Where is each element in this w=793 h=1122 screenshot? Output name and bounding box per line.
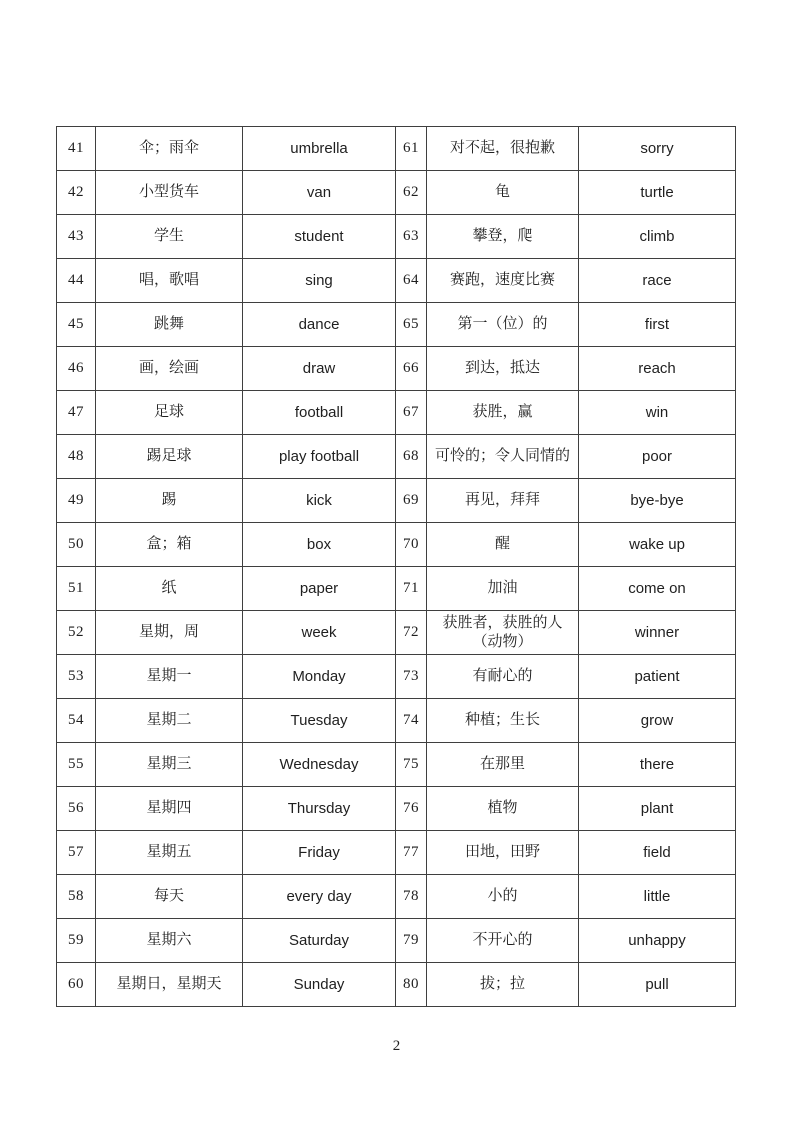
index-cell-left: 51	[57, 567, 96, 611]
english-cell-right: wake up	[579, 523, 736, 567]
index-cell-left: 49	[57, 479, 96, 523]
chinese-cell-right: 获胜者，获胜的人（动物）	[427, 611, 579, 655]
english-cell-left: van	[243, 171, 396, 215]
table-row	[57, 391, 736, 435]
index-cell-right: 64	[396, 259, 427, 303]
chinese-cell-right: 获胜，赢	[427, 391, 579, 435]
index-cell-right: 77	[396, 831, 427, 875]
chinese-cell-left: 踢足球	[96, 435, 243, 479]
english-cell-right: poor	[579, 435, 736, 479]
index-cell-right: 74	[396, 699, 427, 743]
chinese-cell-right: 第一（位）的	[427, 303, 579, 347]
chinese-cell-left: 星期一	[96, 655, 243, 699]
english-cell-left: Thursday	[243, 787, 396, 831]
english-cell-right: little	[579, 875, 736, 919]
chinese-cell-right: 龟	[427, 171, 579, 215]
index-cell-left: 45	[57, 303, 96, 347]
chinese-cell-right: 加油	[427, 567, 579, 611]
index-cell-left: 59	[57, 919, 96, 963]
english-cell-left: Tuesday	[243, 699, 396, 743]
table-row	[57, 611, 736, 655]
english-cell-right: unhappy	[579, 919, 736, 963]
chinese-cell-left: 足球	[96, 391, 243, 435]
chinese-cell-right: 有耐心的	[427, 655, 579, 699]
table-row	[57, 435, 736, 479]
english-cell-right: patient	[579, 655, 736, 699]
english-cell-right: first	[579, 303, 736, 347]
english-cell-left: box	[243, 523, 396, 567]
table-row	[57, 655, 736, 699]
page-number: 2	[392, 1038, 401, 1054]
chinese-cell-left: 星期，周	[96, 611, 243, 655]
english-cell-left: umbrella	[243, 127, 396, 171]
vocabulary-table	[56, 126, 736, 1007]
index-cell-left: 46	[57, 347, 96, 391]
table-row	[57, 171, 736, 215]
english-cell-left: student	[243, 215, 396, 259]
english-cell-left: Sunday	[243, 963, 396, 1007]
table-row	[57, 347, 736, 391]
english-cell-right: there	[579, 743, 736, 787]
chinese-cell-right: 拔；拉	[427, 963, 579, 1007]
index-cell-left: 41	[57, 127, 96, 171]
index-cell-right: 67	[396, 391, 427, 435]
table-row	[57, 787, 736, 831]
index-cell-left: 44	[57, 259, 96, 303]
chinese-cell-left: 伞；雨伞	[96, 127, 243, 171]
index-cell-left: 55	[57, 743, 96, 787]
index-cell-right: 78	[396, 875, 427, 919]
english-cell-right: win	[579, 391, 736, 435]
english-cell-left: Wednesday	[243, 743, 396, 787]
index-cell-left: 43	[57, 215, 96, 259]
table-row	[57, 479, 736, 523]
table-row	[57, 567, 736, 611]
chinese-cell-right: 在那里	[427, 743, 579, 787]
english-cell-right: reach	[579, 347, 736, 391]
index-cell-left: 58	[57, 875, 96, 919]
table-row	[57, 875, 736, 919]
index-cell-right: 71	[396, 567, 427, 611]
chinese-cell-left: 盒；箱	[96, 523, 243, 567]
english-cell-left: football	[243, 391, 396, 435]
english-cell-right: sorry	[579, 127, 736, 171]
english-cell-right: winner	[579, 611, 736, 655]
chinese-cell-left: 学生	[96, 215, 243, 259]
index-cell-left: 56	[57, 787, 96, 831]
index-cell-left: 47	[57, 391, 96, 435]
index-cell-left: 42	[57, 171, 96, 215]
english-cell-right: pull	[579, 963, 736, 1007]
english-cell-left: Saturday	[243, 919, 396, 963]
table-row	[57, 919, 736, 963]
table-row	[57, 127, 736, 171]
english-cell-right: race	[579, 259, 736, 303]
index-cell-left: 57	[57, 831, 96, 875]
english-cell-right: field	[579, 831, 736, 875]
index-cell-right: 68	[396, 435, 427, 479]
chinese-cell-right: 植物	[427, 787, 579, 831]
chinese-cell-right: 不开心的	[427, 919, 579, 963]
chinese-cell-left: 纸	[96, 567, 243, 611]
english-cell-left: sing	[243, 259, 396, 303]
index-cell-right: 62	[396, 171, 427, 215]
table-row	[57, 303, 736, 347]
chinese-cell-right: 可怜的；令人同情的	[427, 435, 579, 479]
english-cell-left: week	[243, 611, 396, 655]
table-row	[57, 963, 736, 1007]
chinese-cell-right: 田地，田野	[427, 831, 579, 875]
index-cell-left: 60	[57, 963, 96, 1007]
chinese-cell-right: 攀登，爬	[427, 215, 579, 259]
table-row	[57, 215, 736, 259]
chinese-cell-right: 到达，抵达	[427, 347, 579, 391]
english-cell-left: dance	[243, 303, 396, 347]
table-row	[57, 523, 736, 567]
chinese-cell-left: 画，绘画	[96, 347, 243, 391]
chinese-cell-left: 星期六	[96, 919, 243, 963]
chinese-cell-left: 星期日，星期天	[96, 963, 243, 1007]
index-cell-right: 70	[396, 523, 427, 567]
english-cell-right: grow	[579, 699, 736, 743]
chinese-cell-left: 跳舞	[96, 303, 243, 347]
table-row	[57, 743, 736, 787]
chinese-cell-left: 每天	[96, 875, 243, 919]
chinese-cell-left: 唱，歌唱	[96, 259, 243, 303]
english-cell-left: draw	[243, 347, 396, 391]
index-cell-right: 80	[396, 963, 427, 1007]
english-cell-left: Friday	[243, 831, 396, 875]
english-cell-right: come on	[579, 567, 736, 611]
index-cell-right: 61	[396, 127, 427, 171]
index-cell-left: 52	[57, 611, 96, 655]
english-cell-right: climb	[579, 215, 736, 259]
english-cell-left: paper	[243, 567, 396, 611]
chinese-cell-left: 小型货车	[96, 171, 243, 215]
chinese-cell-left: 星期四	[96, 787, 243, 831]
index-cell-right: 75	[396, 743, 427, 787]
table-row	[57, 699, 736, 743]
index-cell-left: 54	[57, 699, 96, 743]
index-cell-right: 69	[396, 479, 427, 523]
chinese-cell-left: 星期三	[96, 743, 243, 787]
chinese-cell-right: 再见，拜拜	[427, 479, 579, 523]
index-cell-right: 73	[396, 655, 427, 699]
english-cell-left: every day	[243, 875, 396, 919]
index-cell-left: 50	[57, 523, 96, 567]
index-cell-right: 79	[396, 919, 427, 963]
index-cell-left: 48	[57, 435, 96, 479]
english-cell-right: bye-bye	[579, 479, 736, 523]
english-cell-right: plant	[579, 787, 736, 831]
index-cell-right: 76	[396, 787, 427, 831]
index-cell-right: 66	[396, 347, 427, 391]
index-cell-left: 53	[57, 655, 96, 699]
english-cell-right: turtle	[579, 171, 736, 215]
table-row	[57, 831, 736, 875]
table-row	[57, 259, 736, 303]
chinese-cell-left: 星期二	[96, 699, 243, 743]
english-cell-left: Monday	[243, 655, 396, 699]
index-cell-right: 65	[396, 303, 427, 347]
chinese-cell-right: 对不起，很抱歉	[427, 127, 579, 171]
english-cell-left: play football	[243, 435, 396, 479]
chinese-cell-left: 踢	[96, 479, 243, 523]
index-cell-right: 63	[396, 215, 427, 259]
chinese-cell-left: 星期五	[96, 831, 243, 875]
chinese-cell-right: 小的	[427, 875, 579, 919]
vocab-table-body	[57, 127, 736, 1007]
english-cell-left: kick	[243, 479, 396, 523]
chinese-cell-right: 醒	[427, 523, 579, 567]
chinese-cell-right: 种植；生长	[427, 699, 579, 743]
chinese-cell-right: 赛跑，速度比赛	[427, 259, 579, 303]
index-cell-right: 72	[396, 611, 427, 655]
